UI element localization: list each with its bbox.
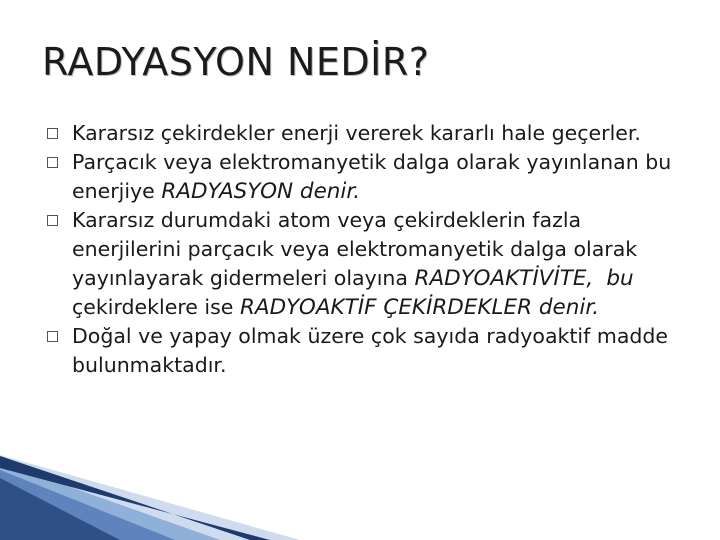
slide-title: RADYASYON NEDİR?: [42, 40, 430, 84]
bullet-item: [44, 206, 694, 322]
bullet-text: Kararsız çekirdekler enerji vererek kararlı hale geçerler.: [72, 121, 641, 145]
bullet-emphasis: RADYASYON denir.: [161, 179, 361, 204]
bullet-text: çekirdeklere ise: [72, 295, 234, 319]
bullet-text: Kararsız durumdaki atom veya çekirdeklerin fazla enerjilerini parçacık veya elektromanyetik dalga olarak yayınlayarak gidermeleri olayına: [72, 208, 638, 290]
bullet-emphasis: RADYOAKTİF ÇEKİRDEKLER denir.: [239, 295, 600, 320]
bullet-item: [44, 119, 694, 148]
bullet-emphasis: bu: [606, 266, 634, 291]
checkbox-square-icon: [47, 331, 58, 342]
bullet-text: Doğal ve yapay olmak üzere çok sayıda radyoaktif madde bulunmaktadır.: [72, 324, 669, 377]
checkbox-square-icon: [47, 215, 58, 226]
checkbox-square-icon: [47, 128, 58, 139]
bullet-item: [44, 322, 694, 380]
bullet-list: [44, 119, 694, 380]
bullet-text: Parçacık veya elektromanyetik dalga olarak yayınlanan bu enerjiye: [72, 150, 672, 203]
bullet-emphasis: RADYOAKTİVİTE,: [414, 266, 594, 291]
checkbox-square-icon: [47, 157, 58, 168]
bullet-item: [44, 148, 694, 206]
